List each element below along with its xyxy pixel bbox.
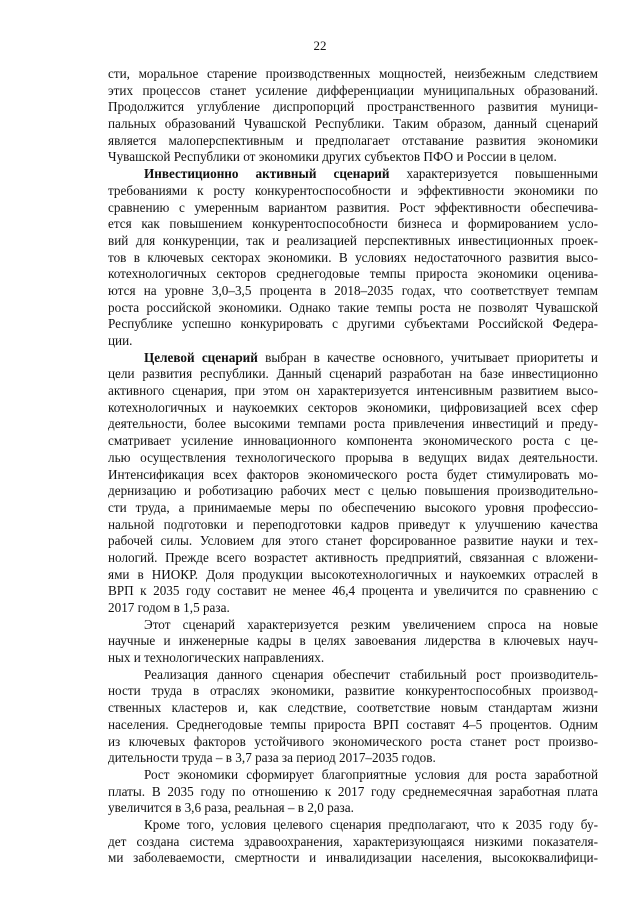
text-line bbox=[108, 667, 598, 684]
text-line bbox=[108, 133, 598, 150]
text-run: ми заболеваемости, смертности и инвалидизации населения, высококвалифици- bbox=[108, 850, 598, 866]
text-run: ных и технологических направлениях. bbox=[108, 650, 325, 666]
text-line bbox=[108, 283, 598, 300]
text-line bbox=[108, 750, 598, 767]
text-line bbox=[108, 83, 598, 100]
text-run: котехнологичных секторов среднегодовые темпы прироста экономики оценива- bbox=[108, 266, 598, 282]
text-line bbox=[108, 650, 598, 667]
text-run: тов в ключевых секторах экономики. В условиях недостаточного развития высо- bbox=[108, 249, 598, 265]
text-line bbox=[108, 467, 598, 484]
text-line bbox=[108, 266, 598, 283]
text-line bbox=[108, 99, 598, 116]
text-line bbox=[108, 767, 598, 784]
text-run: ются на уровне 3,0–3,5 процента в 2018–2035 годах, что соответствует темпам bbox=[108, 282, 598, 298]
text-line bbox=[108, 183, 598, 200]
text-run: дет создана система здравоохранения, характеризующаяся низкими показателя- bbox=[108, 833, 598, 849]
text-run: ственных кластеров и, как следствие, соответствие новым стандартам жизни bbox=[108, 700, 598, 716]
text-line bbox=[108, 850, 598, 867]
paragraph bbox=[108, 66, 598, 166]
text-run: ности труда в отраслях экономики, развитие конкурентоспособных производ- bbox=[108, 683, 598, 699]
text-line bbox=[108, 483, 598, 500]
text-run: характеризуется повышенными bbox=[389, 166, 598, 182]
text-line bbox=[108, 500, 598, 517]
page-number: 22 bbox=[313, 38, 327, 53]
text-run: пальных образований Чувашской Республики. Таким образом, данный сценарий bbox=[108, 116, 598, 132]
text-run: этих процессов станет усиление дифференциации муниципальных образований. bbox=[108, 82, 598, 98]
text-line bbox=[108, 633, 598, 650]
paragraph bbox=[108, 617, 598, 667]
text-run: увеличится в 3,6 раза, реальная – в 2,0 раза. bbox=[108, 800, 354, 816]
text-line bbox=[108, 433, 598, 450]
text-run: рабочей силы. Условием для этого станет форсированное развитие науки и тех- bbox=[108, 533, 598, 549]
text-run: требованиями к росту конкурентоспособности и эффективности экономики по bbox=[108, 182, 598, 198]
text-line bbox=[108, 233, 598, 250]
text-line bbox=[108, 683, 598, 700]
text-line bbox=[108, 583, 598, 600]
text-line bbox=[108, 834, 598, 851]
text-line bbox=[108, 166, 598, 183]
paragraph bbox=[108, 817, 598, 867]
text-run: нологий. Прежде всего возрастет активность предприятий, связанная с вложени- bbox=[108, 549, 598, 565]
text-run: Продолжится углубление диспропорций пространственного развития муници- bbox=[108, 99, 598, 115]
text-line bbox=[108, 784, 598, 801]
text-run: дернизацию и роботизацию рабочих мест с целью повышения производительно- bbox=[108, 483, 598, 499]
text-line bbox=[108, 300, 598, 317]
text-line bbox=[108, 383, 598, 400]
text-run: Этот сценарий характеризуется резким увеличением спроса на новые bbox=[144, 616, 598, 632]
text-run: населения. Среднегодовые темпы прироста ВРП составят 4–5 процентов. Одним bbox=[108, 716, 598, 732]
text-line bbox=[108, 450, 598, 467]
text-line bbox=[108, 333, 598, 350]
text-line bbox=[108, 700, 598, 717]
text-run: дительности труда – в 3,7 раза за период 2017–2035 годов. bbox=[108, 750, 436, 766]
text-run: из ключевых факторов устойчивого экономического роста станет рост произво- bbox=[108, 733, 598, 749]
text-line bbox=[108, 200, 598, 217]
text-run: Чувашской Республики от экономики других субъектов ПФО и России в целом. bbox=[108, 149, 557, 165]
text-run: вий для конкуренции, так и реализацией перспективных инвестиционных проек- bbox=[108, 232, 598, 248]
text-run: научные и инженерные кадры в целях завоевания лидерства в ключевых науч- bbox=[108, 633, 598, 649]
text-line bbox=[108, 567, 598, 584]
text-line bbox=[108, 800, 598, 817]
text-run: Республике успешно конкурировать с другими субъектами Российской Федера- bbox=[108, 316, 598, 332]
text-line bbox=[108, 533, 598, 550]
text-run: Кроме того, условия целевого сценария предполагают, что к 2035 году бу- bbox=[144, 816, 598, 832]
text-line bbox=[108, 66, 598, 83]
text-line bbox=[108, 350, 598, 367]
text-run: сравнению с умеренным вариантом развития. Рост эффективности обеспечива- bbox=[108, 199, 598, 215]
text-run: активного сценария, при этом он характеризуется интенсивным развитием высо- bbox=[108, 383, 598, 399]
text-run: 2017 годом в 1,5 раза. bbox=[108, 600, 230, 615]
text-line bbox=[108, 717, 598, 734]
text-run: сматривает усиление инновационного компонента экономического роста с це- bbox=[108, 433, 598, 449]
text-run: ется как повышением конкурентоспособности бизнеса и формированием усло- bbox=[108, 216, 598, 232]
paragraph bbox=[108, 767, 598, 817]
text-run: Реализация данного сценария обеспечит стабильный рост производитель- bbox=[144, 666, 598, 682]
text-run: является малоперспективным и предполагает отставание развития экономики bbox=[108, 132, 598, 148]
paragraph bbox=[108, 166, 598, 350]
text-run: сти труда, а принимаемые меры по обеспечению высокого уровня профессио- bbox=[108, 499, 598, 515]
text-line bbox=[108, 400, 598, 417]
text-line bbox=[108, 617, 598, 634]
text-line bbox=[108, 366, 598, 383]
text-run: платы. В 2035 году по отношению к 2017 году среднемесячная заработная плата bbox=[108, 783, 598, 799]
text-line bbox=[108, 216, 598, 233]
text-run: сти, моральное старение производственных мощностей, неизбежным следствием bbox=[108, 66, 598, 81]
text-run: ции. bbox=[108, 333, 133, 348]
text-line bbox=[108, 116, 598, 133]
text-line bbox=[108, 550, 598, 567]
text-line bbox=[108, 817, 598, 834]
text-run: ВРП к 2035 году составит не менее 46,4 процента и увеличится по сравнению с bbox=[108, 583, 598, 599]
text-line bbox=[108, 416, 598, 433]
bold-term: Инвестиционно активный сценарий bbox=[144, 166, 390, 182]
text-line bbox=[108, 734, 598, 751]
text-run: выбран в качестве основного, учитывает приоритеты и bbox=[257, 349, 598, 365]
text-run: роста российской экономики. Однако такие темпы роста не позволят Чувашской bbox=[108, 299, 598, 315]
text-run: деятельности, более высокими темпами роста привлечения инвестиций и преду- bbox=[108, 416, 598, 432]
paragraph bbox=[108, 667, 598, 767]
text-run: котехнологичных и наукоемких секторов экономики, цифровизацией всех сфер bbox=[108, 399, 598, 415]
text-run: лью осуществления технологического прорыва в ведущих видах деятельности. bbox=[108, 449, 598, 465]
text-run: Рост экономики сформирует благоприятные условия для роста заработной bbox=[144, 766, 598, 782]
text-line bbox=[108, 149, 598, 166]
text-run: цели развития республики. Данный сценарий разработан на базе инвестиционно bbox=[108, 366, 598, 382]
document-body bbox=[108, 66, 598, 867]
text-run: ями в НИОКР. Доля продукции высокотехнологичных и наукоемких отраслей в bbox=[108, 566, 598, 582]
text-run: Интенсификация всех факторов экономического роста будет стимулировать мо- bbox=[108, 466, 598, 482]
text-line bbox=[108, 600, 598, 617]
text-line bbox=[108, 316, 598, 333]
text-run: нальной подготовки и переподготовки кадров приведут к улучшению качества bbox=[108, 516, 598, 532]
paragraph bbox=[108, 350, 598, 617]
text-line bbox=[108, 250, 598, 267]
text-line bbox=[108, 517, 598, 534]
bold-term: Целевой сценарий bbox=[144, 349, 258, 365]
